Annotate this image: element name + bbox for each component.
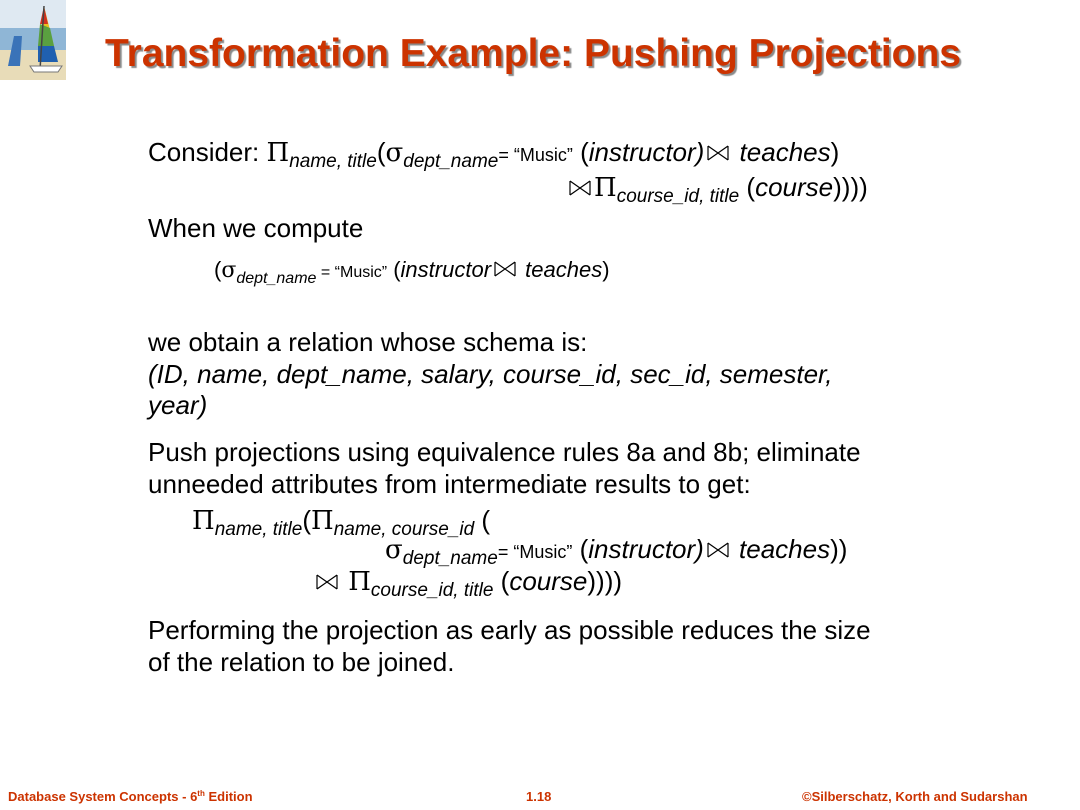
schema-attributes-cont: year) [148, 390, 208, 420]
footer-copyright: ©Silberschatz, Korth and Sudarshan [802, 789, 1028, 804]
natural-join-icon [706, 144, 730, 162]
result-expression-line1: $\Pi_{name, title}(\Pi_{name, course\_id}$ ( [192, 505, 491, 540]
natural-join-icon [568, 179, 592, 197]
result-expression-line3: $\Pi_{course\_id, title}$ (course)))) [313, 566, 622, 597]
push-projections-text-cont: unneeded attributes from intermediate results to get: [148, 469, 751, 499]
result-expression-line2: $\sigma_{dept\_name}=$ “Music” (instructor) teaches)) [385, 534, 848, 569]
sailboat-logo [0, 0, 66, 80]
schema-attributes: (ID, name, dept_name, salary, course_id, sec_id, semester, [148, 359, 833, 389]
consider-expression-cont: $\Pi_{course\_id, title}$ (course)))) [566, 172, 868, 203]
consider-expression: Consider: $\Pi_{name, title}(\sigma_{dept\_name}=$ “Music” (instructor) teaches) [148, 137, 840, 172]
footer-slide-number: 1.18 [526, 789, 552, 804]
push-projections-text: Push projections using equivalence rules 8a and 8b; eliminate [148, 437, 861, 467]
compute-expression: ($\sigma_{dept\_name}$ = “Music” (instructor teaches) [214, 257, 610, 287]
when-we-compute: When we compute [148, 213, 364, 243]
natural-join-icon [706, 541, 730, 559]
footer-book-title: Database System Concepts - 6th Edition [8, 789, 253, 804]
conclusion-text-cont: of the relation to be joined. [148, 647, 455, 677]
natural-join-icon [493, 260, 517, 278]
slide-title: Transformation Example: Pushing Projections [105, 32, 962, 75]
natural-join-icon [315, 573, 339, 591]
schema-intro: we obtain a relation whose schema is: [148, 327, 588, 357]
conclusion-text: Performing the projection as early as possible reduces the size [148, 615, 871, 645]
